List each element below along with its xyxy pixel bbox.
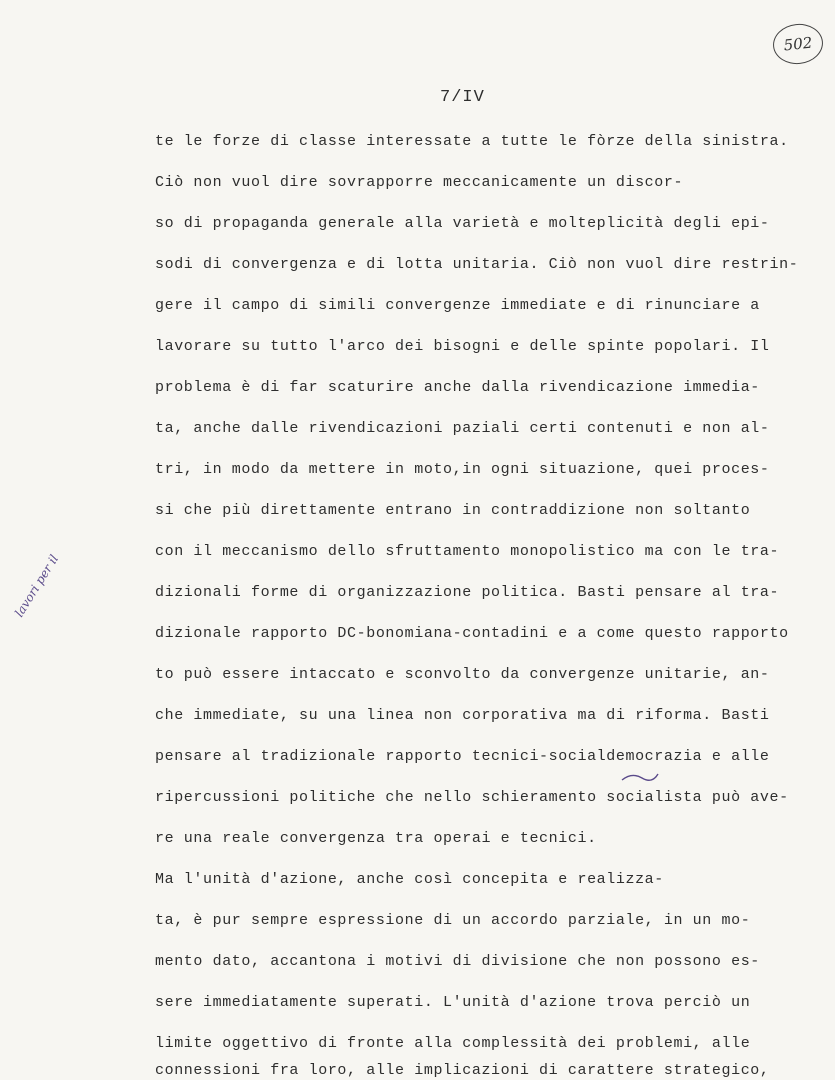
text-line: ta, anche dalle rivendicazioni paziali certi contenuti e non al- [155,420,770,437]
text-line: dizionale rapporto DC-bonomiana-contadini e a come questo rapporto [155,625,789,642]
text-line: te le forze di classe interessate a tutte le fòrze della sinistra. [155,133,789,150]
text-line: sodi di convergenza e di lotta unitaria. Ciò non vuol dire restrin- [155,256,799,273]
text-line: Ciò non vuol dire sovrapporre meccanicamente un discor- [155,174,684,191]
text-line: che immediate, su una linea non corporativa ma di riforma. Basti [155,707,770,724]
text-line: problema è di far scaturire anche dalla rivendicazione immedia- [155,379,760,396]
text-line: limite oggettivo di fronte alla complessità dei problemi, alle [155,1035,751,1052]
text-line: lavorare su tutto l'arco dei bisogni e delle spinte popolari. Il [155,338,770,355]
text-line: to può essere intaccato e sconvolto da convergenze unitarie, an- [155,666,770,683]
text-line: ripercussioni politiche che nello schieramento socialista può ave- [155,789,789,806]
archive-stamp-number: 502 [782,33,814,55]
text-line: gere il campo di simili convergenze immediate e di rinunciare a [155,297,760,314]
text-line: ta, è pur sempre espressione di un accordo parziale, in un mo- [155,912,751,929]
text-line: dizionali forme di organizzazione politica. Basti pensare al tra- [155,584,780,601]
text-line: pensare al tradizionale rapporto tecnici-socialdemocrazia e alle [155,748,770,765]
text-line: so di propaganda generale alla varietà e molteplicità degli epi- [155,215,770,232]
text-line: con il meccanismo dello sfruttamento monopolistico ma con le tra- [155,543,780,560]
page-number: 7/IV [440,88,485,107]
text-line: connessioni fra loro, alle implicazioni di carattere strategico, [155,1062,770,1079]
text-line: re una reale convergenza tra operai e tecnici. [155,830,597,847]
text-line: Ma l'unità d'azione, anche così concepita e realizza- [155,871,664,888]
handwritten-underline-mark [620,770,660,784]
archive-stamp [771,21,825,66]
text-line: sere immediatamente superati. L'unità d'azione trova perciò un [155,994,751,1011]
handwritten-margin-note: lavori per il [12,552,62,620]
text-line: mento dato, accantona i motivi di divisione che non possono es- [155,953,760,970]
text-line: si che più direttamente entrano in contraddizione non soltanto [155,502,751,519]
text-line: tri, in modo da mettere in moto,in ogni situazione, quei proces- [155,461,770,478]
